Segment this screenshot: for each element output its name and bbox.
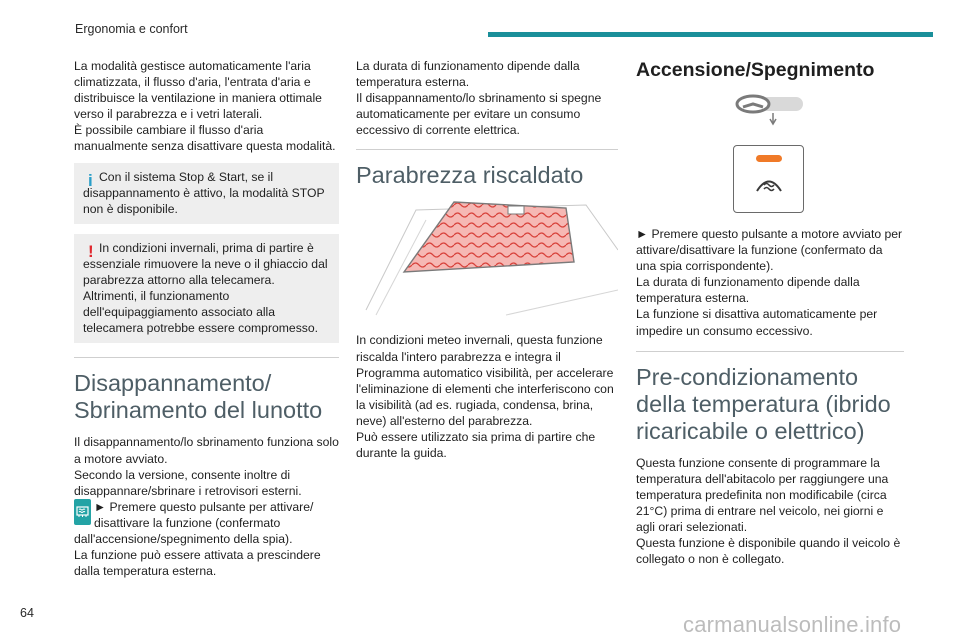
warning-note-text-1: In condizioni invernali, prima di partire è essenziale rimuovere la neve o il ghiaccio dal parabrezza attorno alla telecamera. <box>83 240 328 288</box>
windscreen-heat-icon <box>753 174 785 194</box>
info-note-text: Con il sistema Stop & Start, se il disappannamento è attivo, la modalità STOP non è disponibile. <box>83 169 325 216</box>
preconditioning-paragraph-1: Questa funzione consente di programmare la temperatura dell'abitacolo per raggiungere una temperatura predefinita non modificabile (circa 21°C) prima di entrare nel veicolo, nei giorni e agli orari selezionati. <box>636 455 889 535</box>
page-number: 64 <box>20 606 34 620</box>
on-off-paragraph-3: La funzione si disattiva automaticamente per impedire un consumo eccessivo. <box>636 307 878 338</box>
column-1 <box>74 58 339 579</box>
column-3 <box>636 58 904 567</box>
rear-paragraph-2: Secondo la versione, consente inoltre di disappannare/sbrinare i retrovisori esterni. <box>74 467 302 498</box>
on-off-paragraph-2: La durata di funzionamento dipende dalla temperatura esterna. <box>636 275 860 306</box>
preconditioning-heading: Pre-condizionamento della temperatura (ibrido ricaricabile o elettrico) <box>636 363 891 444</box>
watermark: carmanualsonline.info <box>683 612 902 637</box>
warning-note-text-2: Altrimenti, il funzionamento dell'equipaggiamento associato alla telecamera potrebbe essere compromesso. <box>83 289 319 336</box>
on-off-heading: Accensione/Spegnimento <box>636 59 875 81</box>
steering-wheel-icon <box>733 93 805 131</box>
rear-defrost-heading: Disappannamento/ Sbrinamento del lunotto <box>74 370 323 424</box>
section-divider <box>636 351 904 352</box>
intro-paragraph-2: È possibile cambiare il flusso d'aria manualmente senza disattivare questa modalità. <box>74 123 336 154</box>
on-off-paragraph-1: ► Premere questo pulsante a motore avviato per attivare/disattivare la funzione (confermato da una spia corrispondente). <box>636 227 903 274</box>
info-icon: i <box>88 170 93 190</box>
heated-paragraph-2: Può essere utilizzato sia prima di partire che durante la guida. <box>356 430 596 461</box>
section-divider <box>74 357 339 358</box>
rear-paragraph-4: La funzione può essere attivata a prescindere dalla temperatura esterna. <box>74 548 321 579</box>
warning-note <box>74 234 339 344</box>
rear-paragraph-1: Il disappannamento/lo sbrinamento funziona solo a motore avviato. <box>74 435 339 466</box>
intro-paragraph-1: La modalità gestisce automaticamente l'aria climatizzata, il flusso d'aria, l'entrata d'aria e distribuisce la ventilazione in maniera ottimale verso il parabrezza e i vetri laterali. <box>74 59 322 122</box>
warning-icon: ! <box>88 241 94 261</box>
heated-paragraph-1: In condizioni meteo invernali, questa funzione riscalda l'intero parabrezza e integra il Programma automatico visibilità, per accelerare l'eliminazione di elementi che interferiscono con la visibilità (ad es. rugiada, condensa, brina, neve) all'esterno del parabrezza. <box>356 333 614 428</box>
col2-paragraph-1: La durata di funzionamento dipende dalla temperatura esterna. <box>356 59 580 90</box>
header-section-title: Ergonomia e confort <box>75 22 188 36</box>
header-accent-bar <box>488 32 933 37</box>
section-divider <box>356 149 618 150</box>
windscreen-heat-button-icon <box>733 145 804 213</box>
heated-windscreen-heading: Parabrezza riscaldato <box>356 162 584 189</box>
info-note <box>74 163 339 224</box>
rear-paragraph-3: ► Premere questo pulsante per attivare/ disattivare la funzione (confermato dall'accensione/spegnimento della spia). <box>74 499 314 546</box>
rear-defrost-button-icon <box>74 499 91 525</box>
preconditioning-paragraph-2: Questa funzione è disponibile quando il veicolo è collegato o non è collegato. <box>636 536 901 567</box>
heated-windscreen-illustration <box>356 200 618 316</box>
indicator-led <box>756 155 782 162</box>
col2-paragraph-2: Il disappannamento/lo sbrinamento si spegne automaticamente per evitare un consumo eccessivo di corrente elettrica. <box>356 91 602 138</box>
